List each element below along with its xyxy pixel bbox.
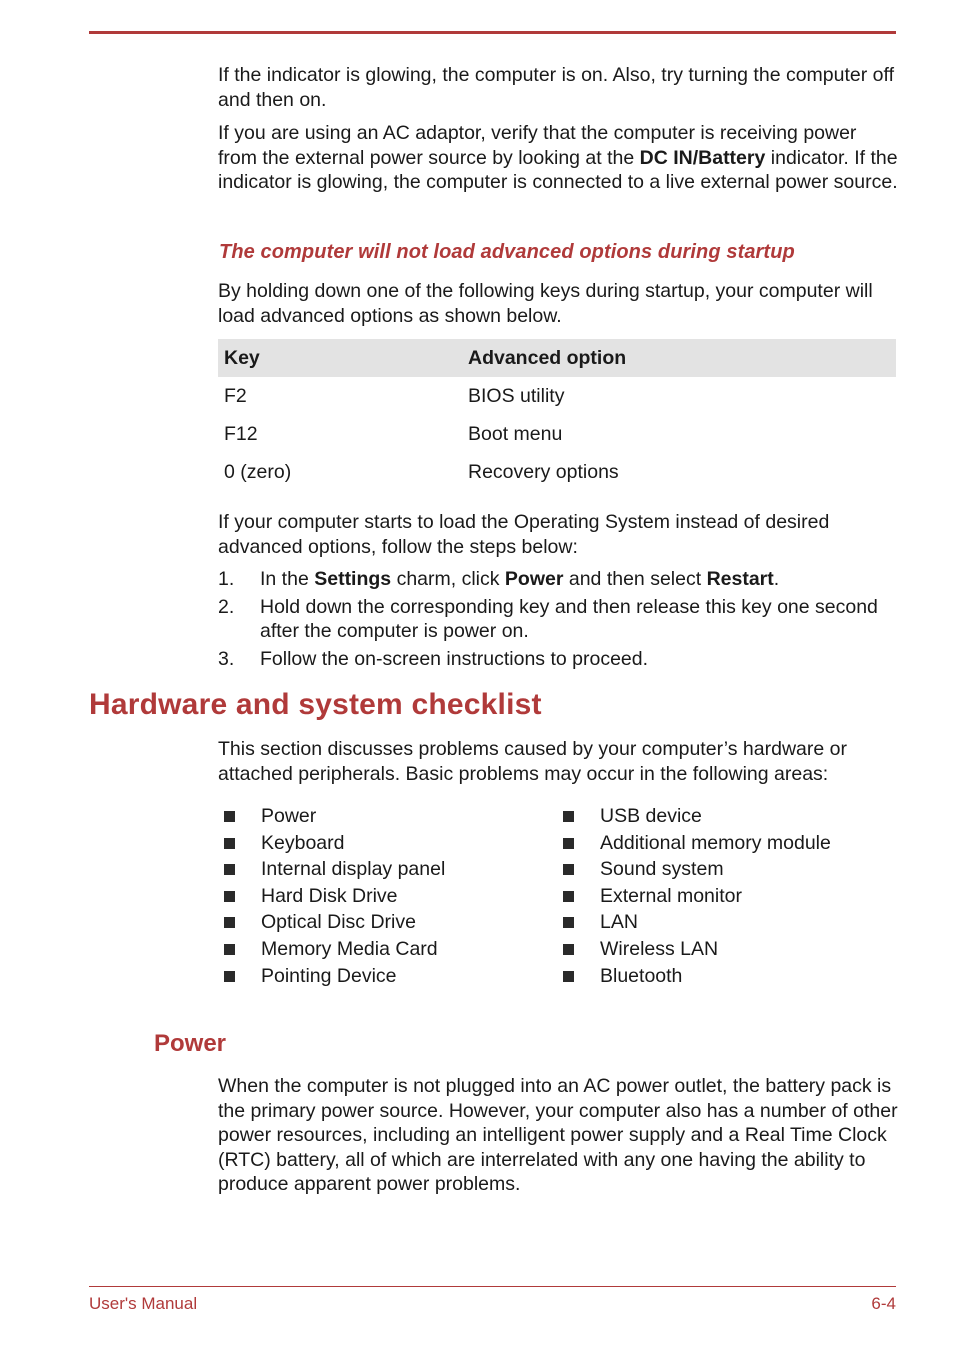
bullet-square-icon (563, 917, 574, 928)
bullet-square-icon (224, 891, 235, 902)
list-item: Wireless LAN (557, 936, 831, 963)
list-item: Hard Disk Drive (218, 883, 445, 910)
table-cell-option: Recovery options (468, 460, 619, 483)
footer-rule (89, 1286, 896, 1287)
advanced-intro: By holding down one of the following keys during startup, your computer will load advanced options as shown below. (218, 280, 873, 327)
intro-paragraph-1: If the indicator is glowing, the computer is on. Also, try turning the computer off and then on. (218, 64, 894, 111)
table-header-row (218, 339, 896, 377)
advanced-after-text: If your computer starts to load the Operating System instead of desired advanced options, follow the steps below: (218, 511, 830, 558)
bullet-square-icon (563, 891, 574, 902)
table-cell-key: F2 (224, 384, 247, 407)
bullet-square-icon (224, 944, 235, 955)
table-row (218, 415, 896, 453)
advanced-options-heading: The computer will not load advanced options during startup (219, 241, 795, 263)
list-item: Sound system (557, 856, 831, 883)
table-cell-option: Boot menu (468, 422, 563, 445)
checklist-left-column (218, 803, 445, 989)
section-title: Hardware and system checklist (89, 688, 542, 721)
table-row (218, 377, 896, 415)
step-3: 3. Follow the on-screen instructions to proceed. (218, 647, 649, 670)
table-header-option: Advanced option (462, 339, 896, 377)
list-item: Power (218, 803, 445, 830)
intro-text (218, 63, 898, 195)
bullet-square-icon (224, 811, 235, 822)
bullet-square-icon (563, 971, 574, 982)
footer-manual-title: User's Manual (89, 1294, 198, 1313)
bullet-square-icon (563, 864, 574, 875)
bullet-square-icon (224, 838, 235, 849)
bullet-square-icon (224, 864, 235, 875)
advanced-options-table (218, 339, 896, 491)
header-rule (89, 31, 896, 34)
power-heading: Power (154, 1030, 227, 1057)
list-item: Optical Disc Drive (218, 909, 445, 936)
table-header-key: Key (218, 339, 462, 377)
bullet-square-icon (224, 971, 235, 982)
list-item: Additional memory module (557, 830, 831, 857)
bullet-square-icon (563, 944, 574, 955)
list-item: USB device (557, 803, 831, 830)
table-cell-option: BIOS utility (468, 384, 565, 407)
power-text: When the computer is not plugged into an AC power outlet, the battery pack is the primary power source. However, your computer also has a number of other power resources, including an intelligent power supply and a Real Time Clock (RTC) battery, all of which are interrelated with any one having the ability to produce apparent power problems. (218, 1075, 898, 1195)
steps-list (218, 567, 898, 671)
list-item: LAN (557, 909, 831, 936)
list-item: Keyboard (218, 830, 445, 857)
bullet-square-icon (563, 811, 574, 822)
checklist-intro: This section discusses problems caused by your computer’s hardware or attached peripherals. Basic problems may occur in the following areas: (218, 738, 847, 785)
step-1: 1. In the Settings charm, click Power and then select Restart. (218, 568, 780, 590)
table-cell-key: F12 (224, 422, 258, 445)
step-2: 2. Hold down the corresponding key and then release this key one second after the computer is power on. (218, 595, 878, 642)
intro-paragraph-2: If you are using an AC adaptor, verify that the computer is receiving power from the external power source by looking at the DC IN/Battery indicator. If the indicator is glowing, the computer is connected to a live external power source. (218, 122, 898, 193)
list-item: Memory Media Card (218, 936, 445, 963)
list-item: External monitor (557, 883, 831, 910)
table-row (218, 453, 896, 491)
table-cell-key: 0 (zero) (224, 460, 292, 483)
bullet-square-icon (563, 838, 574, 849)
bullet-square-icon (224, 917, 235, 928)
checklist-right-column (557, 803, 831, 989)
page-number: 6-4 (871, 1294, 896, 1313)
list-item: Pointing Device (218, 963, 445, 990)
list-item: Internal display panel (218, 856, 445, 883)
list-item: Bluetooth (557, 963, 831, 990)
